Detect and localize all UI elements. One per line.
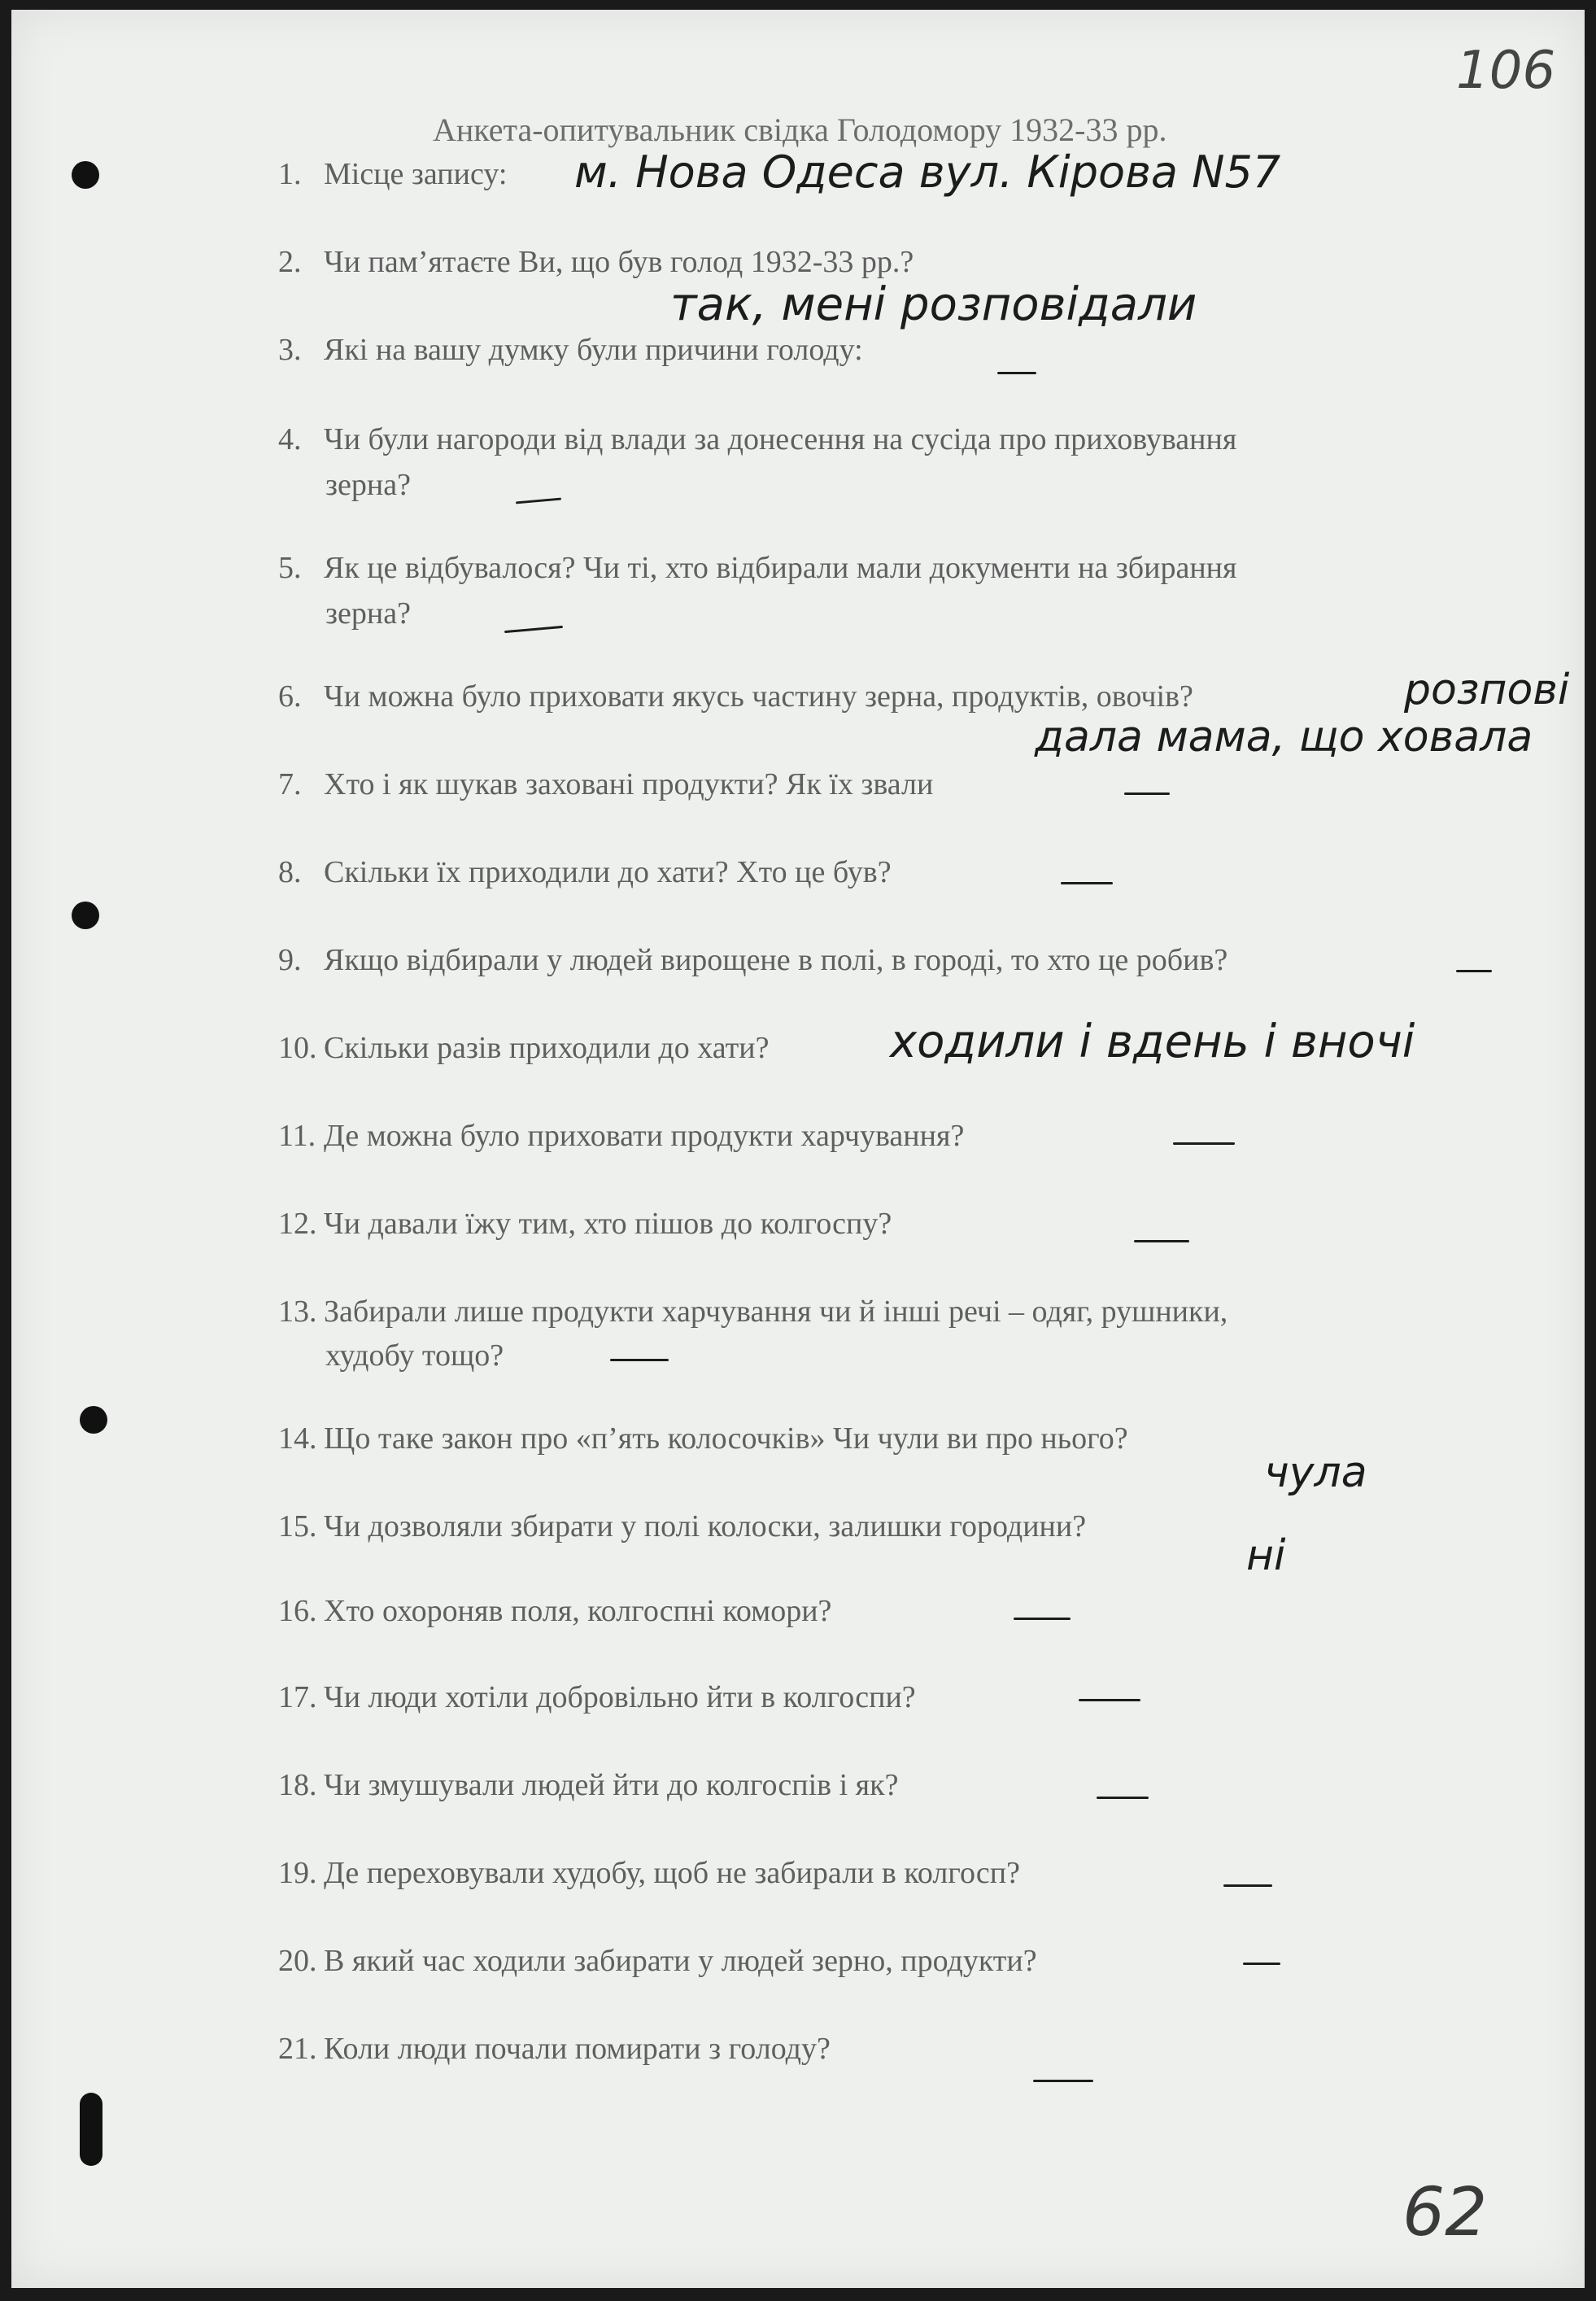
question-19 xyxy=(278,1855,1020,1891)
punch-hole-1 xyxy=(72,161,99,189)
answer-dash-11 xyxy=(1173,1142,1235,1145)
answer-dash-21 xyxy=(1033,2080,1093,2082)
question-number: 6. xyxy=(278,679,302,714)
question-text: Які на вашу думку були причини голоду: xyxy=(324,333,863,367)
question-number: 10. xyxy=(278,1031,317,1065)
answer-dash-13 xyxy=(610,1359,669,1361)
question-text: Скільки їх приходили до хати? Хто це був? xyxy=(324,855,892,889)
question-number: 16. xyxy=(278,1594,317,1628)
question-number: 4. xyxy=(278,422,302,456)
question-5 xyxy=(278,550,1236,586)
question-9 xyxy=(278,942,1228,978)
question-text: Чи люди хотіли добровільно йти в колгоспи? xyxy=(324,1680,916,1714)
question-8 xyxy=(278,854,892,890)
question-6 xyxy=(278,679,1193,714)
document-sheet xyxy=(11,10,1585,2288)
page-number-bottom: 62 xyxy=(1402,2174,1488,2251)
question-number: 3. xyxy=(278,333,302,367)
question-text: Чи можна було приховати якусь частину зерна, продуктів, овочів? xyxy=(324,679,1193,714)
question-13 xyxy=(278,1294,1228,1330)
answer-dash-18 xyxy=(1097,1797,1149,1799)
question-text: Де можна було приховати продукти харчування? xyxy=(324,1119,965,1153)
question-number: 2. xyxy=(278,245,302,279)
handwritten-answer-1: м. Нова Одеса вул. Кірова N57 xyxy=(574,146,1281,198)
question-1 xyxy=(278,156,507,192)
question-text: Коли люди почали помирати з голоду? xyxy=(324,2032,831,2066)
handwritten-answer-15: ні xyxy=(1246,1531,1286,1580)
question-text: Чи давали їжу тим, хто пішов до колгоспу? xyxy=(324,1207,892,1241)
question-11 xyxy=(278,1118,964,1154)
question-number: 17. xyxy=(278,1680,317,1714)
question-4 xyxy=(278,421,1236,457)
answer-dash-17 xyxy=(1079,1699,1140,1701)
question-18 xyxy=(278,1767,898,1803)
question-number: 20. xyxy=(278,1944,317,1978)
question-text: Чи пам’ятаєте Ви, що був голод 1932-33 рр.? xyxy=(324,245,914,279)
question-7 xyxy=(278,766,933,802)
question-13-continuation: худобу тощо? xyxy=(325,1338,504,1373)
question-14 xyxy=(278,1421,1128,1456)
question-5-continuation: зерна? xyxy=(325,596,411,631)
question-text: Що таке закон про «п’ять колосочків» Чи чули ви про нього? xyxy=(324,1421,1128,1456)
question-text: Як це відбувалося? Чи ті, хто відбирали мали документи на збирання xyxy=(324,551,1237,585)
answer-dash-19 xyxy=(1223,1884,1272,1887)
question-number: 11. xyxy=(278,1119,316,1153)
question-text: В який час ходили забирати у людей зерно, продукти? xyxy=(324,1944,1037,1978)
question-text: Чи змушували людей йти до колгоспів і як? xyxy=(324,1768,899,1802)
handwritten-answer-2: так, мені розповідали xyxy=(670,278,1197,331)
question-number: 8. xyxy=(278,855,302,889)
question-text: Місце запису: xyxy=(324,157,508,191)
answer-dash-16 xyxy=(1014,1618,1071,1620)
question-number: 15. xyxy=(278,1509,317,1543)
question-number: 21. xyxy=(278,2032,317,2066)
question-20 xyxy=(278,1943,1037,1979)
page-number-top: 106 xyxy=(1456,41,1556,101)
punch-hole-3 xyxy=(80,1406,107,1434)
question-text: Чи дозволяли збирати у полі колоски, залишки городини? xyxy=(324,1509,1087,1543)
answer-dash-7 xyxy=(1124,792,1170,795)
question-text: Скільки разів приходили до хати? xyxy=(324,1031,770,1065)
question-number: 12. xyxy=(278,1207,317,1241)
answer-dash-4 xyxy=(516,498,561,504)
handwritten-answer-6-line2: дала мама, що ховала xyxy=(1035,713,1533,762)
punch-hole-4 xyxy=(80,2093,102,2166)
question-12 xyxy=(278,1206,892,1242)
answer-dash-3 xyxy=(997,372,1036,374)
answer-dash-8 xyxy=(1061,882,1113,884)
question-10 xyxy=(278,1030,769,1066)
question-3 xyxy=(278,332,863,368)
answer-dash-12 xyxy=(1134,1240,1189,1242)
handwritten-answer-6-line1: розпові xyxy=(1404,666,1570,714)
question-text: Хто і як шукав заховані продукти? Як їх звали xyxy=(324,767,934,801)
question-number: 9. xyxy=(278,943,302,977)
question-16 xyxy=(278,1593,831,1629)
question-number: 7. xyxy=(278,767,302,801)
question-text: Де переховували худобу, щоб не забирали в колгосп? xyxy=(324,1856,1020,1890)
question-number: 14. xyxy=(278,1421,317,1456)
document-title: Анкета-опитувальник свідка Голодомору 1932-33 рр. xyxy=(433,111,1167,148)
question-text: Якщо відбирали у людей вирощене в полі, в городі, то хто це робив? xyxy=(324,943,1228,977)
question-number: 19. xyxy=(278,1856,317,1890)
question-number: 5. xyxy=(278,551,302,585)
question-text: Хто охороняв поля, колгоспні комори? xyxy=(324,1594,832,1628)
question-number: 18. xyxy=(278,1768,317,1802)
answer-dash-9 xyxy=(1456,970,1492,972)
punch-hole-2 xyxy=(72,902,99,929)
question-21 xyxy=(278,2031,831,2067)
question-4-continuation: зерна? xyxy=(325,468,411,502)
question-15 xyxy=(278,1509,1086,1544)
handwritten-answer-10: ходили і вдень і вночі xyxy=(890,1015,1415,1068)
question-text: Чи були нагороди від влади за донесення на сусіда про приховування xyxy=(324,422,1237,456)
answer-dash-20 xyxy=(1243,1963,1280,1965)
question-number: 13. xyxy=(278,1295,317,1329)
question-17 xyxy=(278,1679,916,1715)
question-2 xyxy=(278,244,914,280)
question-number: 1. xyxy=(278,157,302,191)
handwritten-answer-14: чула xyxy=(1264,1448,1367,1497)
answer-dash-5 xyxy=(504,626,563,633)
question-text: Забирали лише продукти харчування чи й інші речі – одяг, рушники, xyxy=(324,1295,1228,1329)
